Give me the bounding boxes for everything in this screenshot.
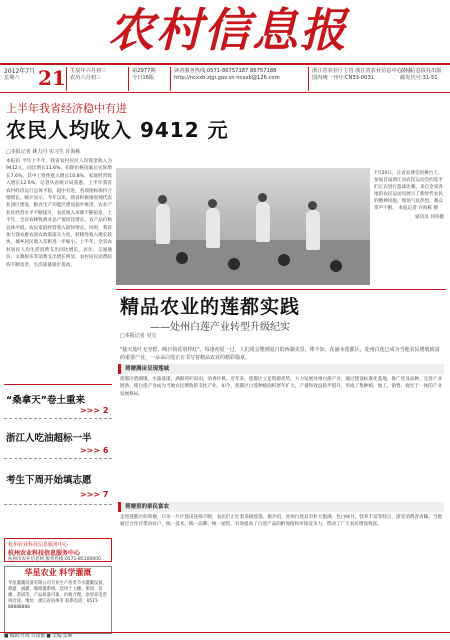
feature-title: 精品农业的莲都实践	[120, 296, 301, 318]
photo-figure	[206, 208, 220, 248]
section-heading: 荷塘满亩呈现莲城	[118, 364, 444, 374]
meta-date: 2012年7月 星期六	[4, 68, 36, 81]
teaser-divider	[4, 458, 112, 459]
photo-caption: 7月20日，在省农博会的舞台上，参加首届浙江省农民运动会的选手们正在进行篮球比赛。来自全省各地的农民运动员展示了新时代农民的精神风貌，现场气氛热烈，观众掌声不断。 本报记者 许海栋 摄 通讯员 何涛摄	[374, 171, 444, 220]
lead-kicker: 上半年我省经济稳中有进	[6, 102, 127, 115]
photo-figure	[156, 204, 170, 244]
photo-ball	[176, 252, 188, 264]
teaser-rule	[4, 384, 112, 385]
meta-lunar: 壬辰年六月初三 农历六月初三	[70, 68, 107, 81]
meta-divider	[128, 67, 129, 91]
lead-body: 本报讯 今年上半年，我省农村居民人均现金收入为9412元，同比增长11.6%，扣除价格因素后实际增长7.6%。其中工资性收入增长10.8%，家庭经营收入增长12.6%。记者从省统计局获悉，上半年我省农村经济运行总体平稳，稳中有进，各项指标保持合理增长。统计显示，今年以来，我省积极推进现代农业园区建设，粮食生产功能区建设稳步推进，农业产业化经营水平不断提升，农民收入来源不断拓宽。上半年，全省农林牧渔业总产值同比增长，农产品价格总体平稳，农民家庭经营收入较快增长。同时，我省加大强农惠农富农政策落实力度，转移性收入增长较快，城乡居民收入差距进一步缩小。上半年，全省农村居民人均生活消费支出同比增长，居住、交通通信、文教娱乐等消费支出增长明显，农村居民消费结构不断改善，生活质量稳步提高。	[6, 159, 112, 268]
section-heading: 荷塘里的泰民富农	[118, 502, 444, 512]
meta-postal: 农村信息报社出版 邮发代号:31-51	[400, 68, 442, 81]
section-rule	[116, 289, 446, 290]
meta-contact: 读者服务热线:0571-86757187 86757188 http://ncxxb.zjgi.gov.cn ncxxb@126.com	[174, 68, 280, 81]
teaser-divider	[4, 504, 112, 505]
meta-bar	[0, 63, 450, 93]
teaser-page-ref[interactable]: >>> 7	[80, 490, 109, 499]
feature-byline: □本报记者 吴宝	[120, 333, 157, 339]
newspaper-title: 农村信息报	[108, 3, 348, 57]
meta-sponsor: 浙江省农业厅主管 浙江省农业信息中心主办 国内统一刊号:CN33-0031	[312, 68, 413, 81]
feature-body-1: 莲都区碧湖镇，水波荡漾，满眼荷叶田田，清香扑鼻。近年来，莲都区立足资源优势，大力发展处州白莲产业，通过建设标准化基地、推广优良品种、完善产业链条，使白莲产业成为当地农民增收的支柱产业。如今，莲都区白莲种植面积逐年扩大，产量和效益稳步提升，形成了集种植、加工、销售、观光于一体的产业发展格局。	[120, 377, 442, 397]
feature-subtitle: ——处州白莲产业转型升级纪实	[150, 322, 290, 333]
feature-quote: "接天莲叶无穷碧，映日荷花别样红"。每逢初夏一过，人们常会想到夏日的西湖美景。殊不知，在丽水莲都区，处州白莲已成为当地农民增收致富的重要产业，一朵朵白莲正在书写着精品农业的精彩篇章。	[120, 347, 440, 361]
photo-ball	[330, 260, 342, 272]
teaser-title[interactable]: 浙江人吃油超标一半	[6, 433, 92, 444]
photo-figure	[256, 202, 270, 242]
teaser-title[interactable]: 考生下周开始填志愿	[6, 475, 92, 486]
meta-divider	[170, 67, 171, 91]
photo-figure-head	[158, 195, 167, 204]
photo-figure-head	[258, 193, 267, 202]
teaser-title[interactable]: “桑拿天”卷土重来	[6, 395, 85, 406]
meta-day: 21	[38, 66, 66, 90]
ad-box[interactable]: 华星农业 科学灌溉 华星灌溉设备有限公司专业生产各类节水灌溉设备，喷灌、滴灌、微喷灌系统，适用于大棚、果园、苗圃、茶园等。产品质量可靠，价格合理，欢迎来电咨询洽谈。地址：浙江省杭州市 联系电话：0571-88888888	[4, 566, 112, 634]
teaser-page-ref[interactable]: >>> 2	[80, 406, 109, 415]
photo-ball	[228, 258, 240, 270]
photo-figure-head	[308, 201, 317, 210]
lead-byline: □本报记者 姚力丹 实习生 许海栋	[6, 149, 81, 155]
photo-figure-head	[208, 199, 217, 208]
lead-headline: 农民人均收入 9412 元	[6, 118, 229, 142]
teaser-page-ref[interactable]: >>> 6	[80, 446, 109, 455]
teaser-divider	[4, 418, 112, 419]
meta-issue: 第2977期 今日16版	[132, 68, 156, 81]
photo-ball	[278, 254, 290, 266]
meta-divider	[308, 67, 309, 91]
news-photo	[116, 168, 370, 285]
feature-body-2: 走进莲都区的荷塘，只见一片片莲田连绵不断，农民们正忙着采摘莲蓬。据介绍，处州白莲具有粒大饱满、色白味甘、营养丰富等特点，深受消费者青睐。当地通过合作社带动农户，统一技术、统一品牌、统一销售，有效提高了白莲产品的附加值和市场竞争力，带动了广大农民增收致富。	[120, 515, 442, 528]
lead-headline-area	[0, 96, 450, 146]
masthead	[0, 0, 450, 62]
meta-divider	[66, 67, 67, 91]
ad-banner[interactable]: 杭州农业科技信息服务中心 杭州农业科技信息服务中心 杭州市农业信息网 服务热线:0571-85100000	[4, 538, 112, 562]
photo-figure	[306, 210, 320, 250]
page-footer: ■ 编辑:叶海 许雨薇 ■ 美编:张琳	[0, 632, 450, 640]
